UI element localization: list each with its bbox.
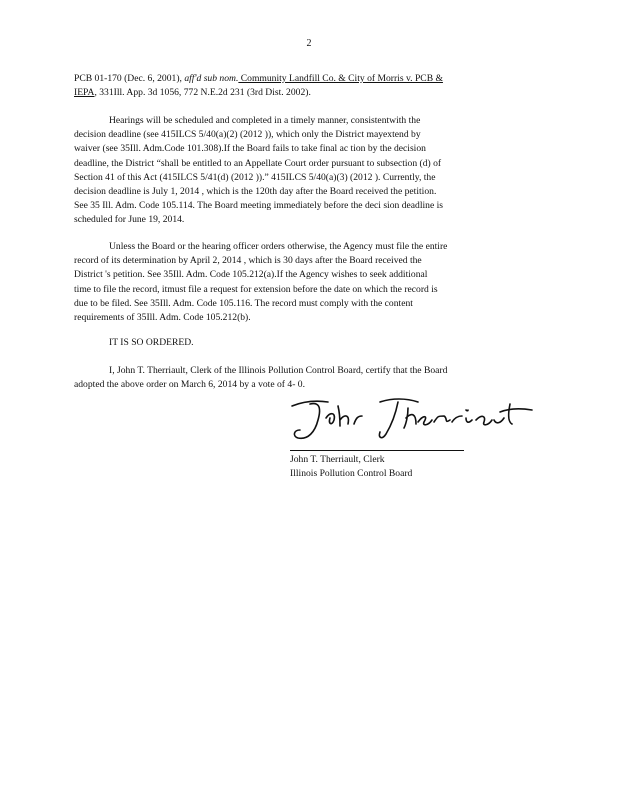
- signature-line: [290, 450, 464, 451]
- citation-reporter: , 331Ill. App. 3d 1056, 772 N.E.2d 231 (3rd Dist. 2002).: [94, 87, 311, 99]
- signatory-name: John T. Therriault, Clerk: [290, 454, 385, 465]
- so-ordered-text: IT IS SO ORDERED.: [109, 337, 194, 348]
- text-line: adopted the above order on March 6, 2014 by a vote of 4- 0.: [74, 379, 305, 391]
- citation-block: [74, 72, 540, 100]
- text-line: waiver (see 35Ill. Adm.Code 101.308).If the Board fails to take final ac tion by the decision: [74, 143, 426, 155]
- text-line: Section 41 of this Act (415ILCS 5/41(d) (2012 )).” 415ILCS 5/40(a)(3) (2012 ). Currently, the: [74, 171, 436, 183]
- citation-line-2: [74, 86, 540, 100]
- text-line: Unless the Board or the hearing officer orders otherwise, the Agency must file the entire: [109, 241, 448, 252]
- text-line: I, John T. Therriault, Clerk of the Illinois Pollution Control Board, certify that the Board: [109, 365, 448, 376]
- text-line: time to file the record, itmust file a request for extension before the date on which the record is: [74, 283, 438, 295]
- signatory-organization: Illinois Pollution Control Board: [290, 468, 413, 479]
- text-line: deadline, the District “shall be entitled to an Appellate Court order pursuant to subsection (d) of: [74, 157, 442, 169]
- citation-text: PCB 01-170 (Dec. 6, 2001),: [74, 73, 185, 84]
- text-line: requirements of 35Ill. Adm. Code 105.212(b).: [74, 312, 251, 324]
- certification-paragraph: [74, 364, 540, 392]
- text-line: See 35 Ill. Adm. Code 105.114. The Board meeting immediately before the deci sion deadline is: [74, 200, 444, 212]
- text-line: Hearings will be scheduled and completed in a timely manner, consistentwith the: [109, 115, 421, 126]
- text-line: record of its determination by April 2, 2014 , which is 30 days after the Board received the: [74, 255, 422, 267]
- so-ordered: [74, 336, 540, 350]
- citation-line-1: [74, 72, 540, 86]
- paragraph-record: [74, 240, 540, 325]
- citation-case-name: Community Landfill Co. & City of Morris v. PCB &: [238, 73, 443, 84]
- text-line: due to be filed. See 35Ill. Adm. Code 105.116. The record must comply with the content: [74, 297, 413, 309]
- text-line: scheduled for June 19, 2014.: [74, 214, 185, 226]
- handwritten-signature: [288, 394, 538, 450]
- text-line: decision deadline is July 1, 2014 , which is the 120th day after the Board received the petition.: [74, 186, 437, 198]
- citation-case-name-cont: IEPA: [74, 87, 95, 99]
- paragraph-hearings: [74, 114, 540, 228]
- citation-italic: aff'd sub nom.: [184, 73, 239, 84]
- signature-block: [290, 453, 412, 481]
- text-line: decision deadline (see 415ILCS 5/40(a)(2) (2012 )), which only the District mayextend by: [74, 129, 421, 141]
- page-number: 2: [306, 38, 312, 49]
- text-line: District 's petition. See 35Ill. Adm. Code 105.212(a).If the Agency wishes to seek additional: [74, 269, 428, 281]
